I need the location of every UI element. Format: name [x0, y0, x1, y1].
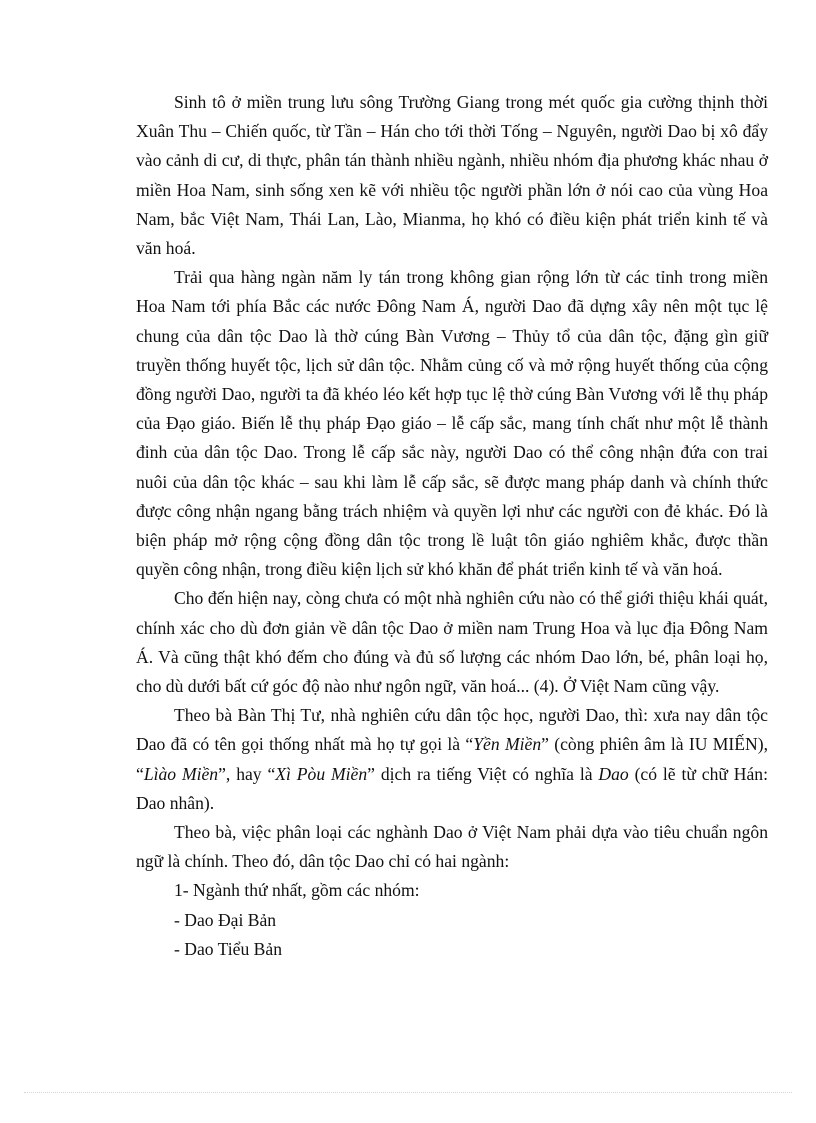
- term-dao: Dao: [598, 763, 629, 784]
- paragraph-2-text: Trải qua hàng ngàn năm ly tán trong không gian rộng lớn từ các tỉnh trong miền Hoa Nam tới phía Bắc các nước Đông Nam Á, người Dao đã dựng xây nên một tục lệ chung của dân tộc Dao là thờ cúng Bàn Vương – Thủy tổ của dân tộc, đặng gìn giữ truyền thống huyết tộc, lịch sử dân tộc. Nhằm củng cố và mở rộng huyết thống của cộng đồng người Dao, người ta đã khéo léo kết hợp tục lệ thờ cúng Bàn Vương với lễ thụ pháp của Đạo giáo. Biến lễ thụ pháp Đạo giáo – lễ cấp sắc, mang tính chất như một lễ thành đinh của dân tộc Dao. Trong lễ cấp sắc này, người Dao có thể công nhận đứa con trai nuôi của dân tộc khác – sau khi làm lễ cấp sắc, sẽ được mang pháp danh và chính thức được công nhận ngang bằng trách nhiệm và quyền lợi như các người con đẻ khác. Đó là biện pháp mở rộng cộng đồng dân tộc trong lề luật tôn giáo nghiêm khắc, được thần quyền công nhận, trong điều kiện lịch sử khó khăn để phát triển kinh tế và văn hoá.: [136, 267, 768, 580]
- paragraph-4-text: Theo bà Bàn Thị Tư, nhà nghiên cứu dân tộc học, người Dao, thì: xưa nay dân tộc Dao đã có tên gọi thống nhất mà họ tự gọi là “: [136, 705, 768, 755]
- paragraph-4-text: ” (còng phiên âm là IU MIẾN), “: [136, 734, 768, 784]
- paragraph-4-text: (có lẽ từ chữ Hán: Dao nhân).: [136, 763, 768, 813]
- paragraph-3-text: Cho đến hiện nay, còng chưa có một nhà nghiên cứu nào có thể giới thiệu khái quát, chính xác cho dù đơn giản về dân tộc Dao ở miền nam Trung Hoa và lục địa Đông Nam Á. Và cũng thật khó đếm cho đúng và đủ số lượng các nhóm Dao lớn, bé, phân loại họ, cho dù dưới bất cứ góc độ nào như ngôn ngữ, văn hoá... (4). Ở Việt Nam cũng vậy.: [136, 588, 768, 697]
- paragraph-4: [136, 701, 768, 818]
- paragraph-4-text: ” dịch ra tiếng Việt có nghĩa là: [367, 763, 599, 784]
- paragraph-1: [136, 88, 768, 263]
- term-xi-pou-mien: Xì Pòu Miền: [275, 763, 368, 784]
- paragraph-5: [136, 818, 768, 876]
- term-liao-mien: Lìào Miền: [143, 763, 219, 784]
- list-item: - Dao Đại Bản: [174, 909, 277, 930]
- paragraph-2: [136, 263, 768, 584]
- paragraph-5-text: Theo bà, việc phân loại các nghành Dao ở Việt Nam phải dựa vào tiêu chuẩn ngôn ngữ là chính. Theo đó, dân tộc Dao chỉ có hai ngành:: [136, 822, 768, 872]
- term-yen-mien: Yền Miền: [473, 734, 542, 755]
- list-heading: 1- Ngành thứ nhất, gồm các nhóm:: [174, 880, 420, 901]
- list-item: - Dao Tiểu Bản: [174, 938, 283, 959]
- document-body: [136, 88, 768, 964]
- page-bottom-divider: [24, 1092, 792, 1093]
- paragraph-1-text: Sinh tô ở miền trung lưu sông Trường Giang trong mét quốc gia cường thịnh thời Xuân Thu – Chiến quốc, từ Tần – Hán cho tới thời Tống – Nguyên, người Dao bị xô đẩy vào cảnh di cư, di thực, phân tán thành nhiều ngành, nhiều nhóm địa phương khác nhau ở miền Hoa Nam, sinh sống xen kẽ với nhiều tộc người phần lớn ở nói cao của vùng Hoa Nam, bắc Việt Nam, Thái Lan, Lào, Mianma, họ khó có điều kiện phát triển kinh tế và văn hoá.: [136, 92, 768, 259]
- paragraph-4-text: ”, hay “: [218, 763, 276, 784]
- paragraph-3: [136, 584, 768, 701]
